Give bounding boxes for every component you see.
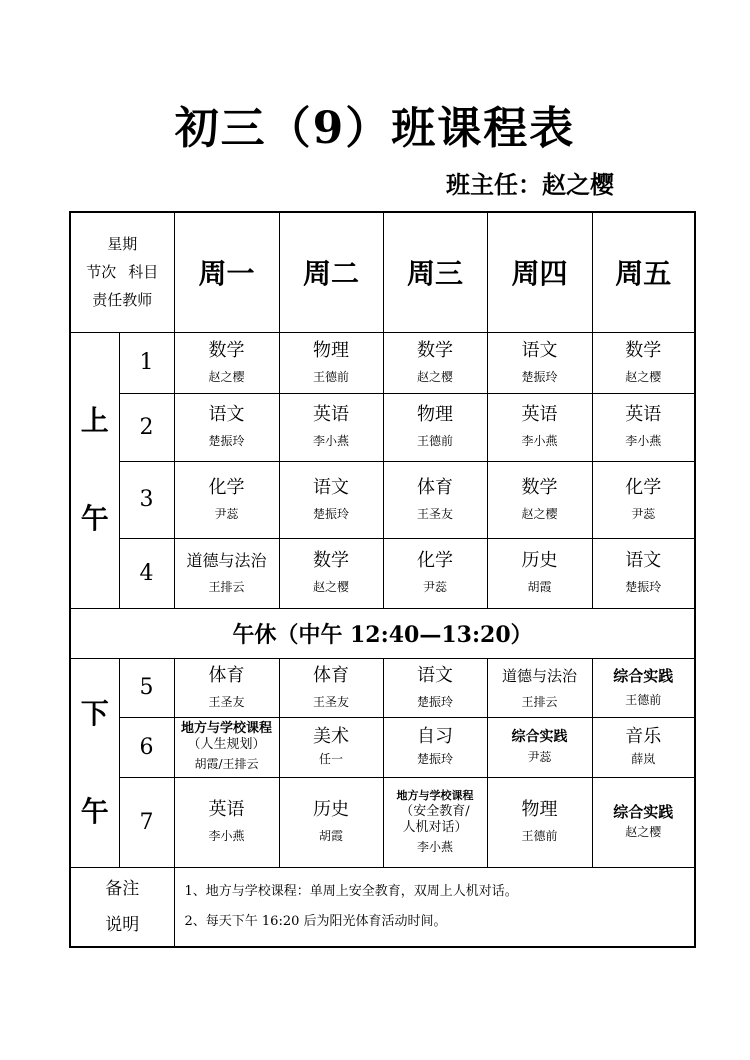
teacher-name: 王圣友 — [312, 694, 349, 709]
teacher-name: 赵之樱 — [521, 506, 558, 521]
morning-label — [70, 332, 119, 608]
subject: 历史 — [521, 550, 558, 571]
page-title: 初三（9）班课程表 — [174, 103, 576, 154]
header-row — [70, 212, 695, 332]
subject: 地方与学校课程 — [180, 721, 272, 736]
teacher-name: 李小燕 — [625, 434, 662, 448]
remarks-text — [174, 867, 695, 947]
subject: 数学 — [208, 339, 245, 361]
corner-subject-label: 科目 — [128, 263, 159, 282]
day-header: 周五 — [592, 212, 695, 332]
subject: 道德与法治 — [501, 666, 577, 685]
table-row — [70, 538, 695, 608]
schedule-table — [69, 211, 696, 948]
table-row — [70, 461, 695, 538]
teacher-name: 尹蕊 — [527, 750, 552, 764]
subject: 综合实践 — [613, 666, 674, 685]
period-number: 1 — [119, 332, 174, 393]
teacher-name: 楚振玲 — [312, 506, 349, 521]
subject-note: （人生规划） — [187, 737, 266, 752]
subject: 道德与法治 — [186, 551, 267, 570]
subject: 地方与学校课程 — [396, 789, 474, 802]
subject-note: （安全教育/ — [400, 804, 470, 819]
teacher-name: 赵之樱 — [625, 825, 662, 839]
period-number: 2 — [119, 393, 174, 461]
subject: 数学 — [313, 550, 349, 571]
morning-label-char: 上 — [80, 404, 109, 437]
subject: 化学 — [417, 550, 453, 571]
teacher-name: 任一 — [318, 752, 343, 766]
class-cell — [279, 658, 383, 717]
subject: 化学 — [625, 476, 662, 498]
day-header: 周三 — [383, 212, 487, 332]
class-cell — [174, 332, 279, 393]
teacher-name: 楚振玲 — [416, 694, 453, 709]
teacher-name: 赵之樱 — [625, 369, 662, 384]
subject: 英语 — [625, 404, 662, 425]
class-cell — [592, 717, 695, 777]
class-cell — [592, 393, 695, 461]
head-teacher: 班主任：赵之樱 — [446, 170, 614, 199]
class-cell — [487, 658, 592, 717]
corner-cell — [70, 212, 174, 332]
class-cell — [174, 393, 279, 461]
teacher-name: 王圣友 — [416, 506, 453, 521]
corner-period-label: 节次 — [86, 263, 117, 282]
period-number: 4 — [119, 538, 174, 608]
class-cell — [487, 332, 592, 393]
morning-label-char: 午 — [80, 502, 109, 535]
teacher-name: 尹蕊 — [422, 580, 447, 594]
subject: 音乐 — [625, 726, 662, 747]
teacher-name: 胡霞/王排云 — [194, 757, 259, 771]
period-number: 7 — [119, 777, 174, 867]
table-row — [70, 717, 695, 777]
noon-break: 午休（中午 12:40—13:20） — [70, 608, 695, 658]
class-cell — [592, 538, 695, 608]
class-cell — [383, 658, 487, 717]
teacher-name: 赵之樱 — [208, 369, 245, 384]
class-cell — [487, 777, 592, 867]
class-cell — [592, 658, 695, 717]
remarks-label-line: 备注 — [105, 878, 140, 899]
class-cell — [279, 393, 383, 461]
teacher-name: 楚振玲 — [416, 752, 453, 766]
teacher-name: 李小燕 — [416, 840, 453, 854]
teacher-name: 王圣友 — [208, 694, 245, 709]
teacher-name: 胡霞 — [318, 829, 343, 843]
period-number: 5 — [119, 658, 174, 717]
class-cell — [487, 461, 592, 538]
teacher-name: 李小燕 — [312, 434, 349, 448]
class-cell — [383, 538, 487, 608]
table-row — [70, 393, 695, 461]
class-cell — [383, 717, 487, 777]
afternoon-label — [70, 658, 119, 867]
class-cell — [383, 461, 487, 538]
subject: 语文 — [521, 339, 558, 361]
class-cell — [174, 461, 279, 538]
subject-note: 人机对话） — [402, 820, 468, 835]
afternoon-label-char: 午 — [80, 794, 109, 828]
class-cell — [383, 393, 487, 461]
subject: 体育 — [313, 664, 349, 686]
subject: 数学 — [521, 476, 558, 498]
subject: 语文 — [625, 550, 662, 571]
teacher-name: 楚振玲 — [208, 434, 245, 448]
corner-weekday-label: 星期 — [107, 235, 138, 254]
class-cell — [592, 777, 695, 867]
subject: 自习 — [417, 726, 453, 747]
teacher-name: 王德前 — [521, 829, 558, 843]
teacher-name: 尹蕊 — [214, 506, 239, 521]
subject: 物理 — [313, 339, 349, 361]
subject: 综合实践 — [613, 803, 674, 821]
subject: 物理 — [417, 404, 453, 425]
subject: 英语 — [313, 404, 349, 425]
day-header: 周四 — [487, 212, 592, 332]
remarks-row — [70, 867, 695, 947]
teacher-name: 李小燕 — [521, 434, 558, 448]
teacher-name: 李小燕 — [208, 829, 245, 843]
class-cell — [279, 332, 383, 393]
teacher-name: 王德前 — [625, 692, 662, 707]
teacher-name: 楚振玲 — [625, 580, 662, 594]
subject: 语文 — [417, 664, 453, 686]
teacher-name: 楚振玲 — [521, 369, 558, 384]
teacher-name: 尹蕊 — [631, 506, 656, 521]
teacher-name: 王排云 — [521, 694, 558, 709]
subject: 美术 — [313, 726, 349, 747]
subject: 体育 — [208, 664, 245, 686]
day-header: 周二 — [279, 212, 383, 332]
subject: 历史 — [313, 799, 349, 820]
subject: 语文 — [208, 404, 245, 425]
class-cell — [279, 777, 383, 867]
class-cell — [487, 538, 592, 608]
subject: 数学 — [625, 339, 662, 361]
class-cell — [592, 332, 695, 393]
teacher-name: 赵之樱 — [416, 369, 453, 384]
teacher-name: 王排云 — [208, 580, 245, 594]
class-cell — [279, 538, 383, 608]
noon-break-row — [70, 608, 695, 658]
remarks-label-line: 说明 — [105, 914, 140, 935]
table-row — [70, 658, 695, 717]
remark-line: 1、地方与学校课程：单周上安全教育，双周上人机对话。 — [184, 883, 518, 899]
subject: 英语 — [521, 404, 558, 425]
subject: 数学 — [417, 339, 453, 361]
class-cell — [174, 717, 279, 777]
class-cell — [279, 717, 383, 777]
class-cell — [279, 461, 383, 538]
period-number: 3 — [119, 461, 174, 538]
subject: 化学 — [208, 476, 245, 498]
teacher-name: 王德前 — [312, 369, 349, 384]
teacher-name: 薛岚 — [631, 752, 656, 766]
corner-teacher-label: 责任教师 — [92, 291, 153, 310]
period-number: 6 — [119, 717, 174, 777]
subject: 体育 — [417, 476, 453, 498]
teacher-name: 胡霞 — [527, 580, 552, 594]
remark-line: 2、每天下午 16:20 后为阳光体育活动时间。 — [184, 913, 447, 929]
subject: 英语 — [208, 799, 245, 820]
table-row — [70, 777, 695, 867]
class-cell — [174, 538, 279, 608]
class-cell — [592, 461, 695, 538]
teacher-name: 赵之樱 — [312, 580, 349, 594]
class-cell — [487, 717, 592, 777]
table-row — [70, 332, 695, 393]
class-cell — [383, 777, 487, 867]
class-cell — [174, 777, 279, 867]
remarks-label — [70, 867, 174, 947]
subject: 综合实践 — [511, 729, 568, 745]
subject: 语文 — [313, 476, 349, 498]
subject: 物理 — [521, 799, 558, 820]
class-cell — [487, 393, 592, 461]
teacher-name: 王德前 — [416, 434, 453, 448]
class-cell — [383, 332, 487, 393]
afternoon-label-char: 下 — [80, 696, 109, 730]
class-cell — [174, 658, 279, 717]
day-header: 周一 — [174, 212, 279, 332]
